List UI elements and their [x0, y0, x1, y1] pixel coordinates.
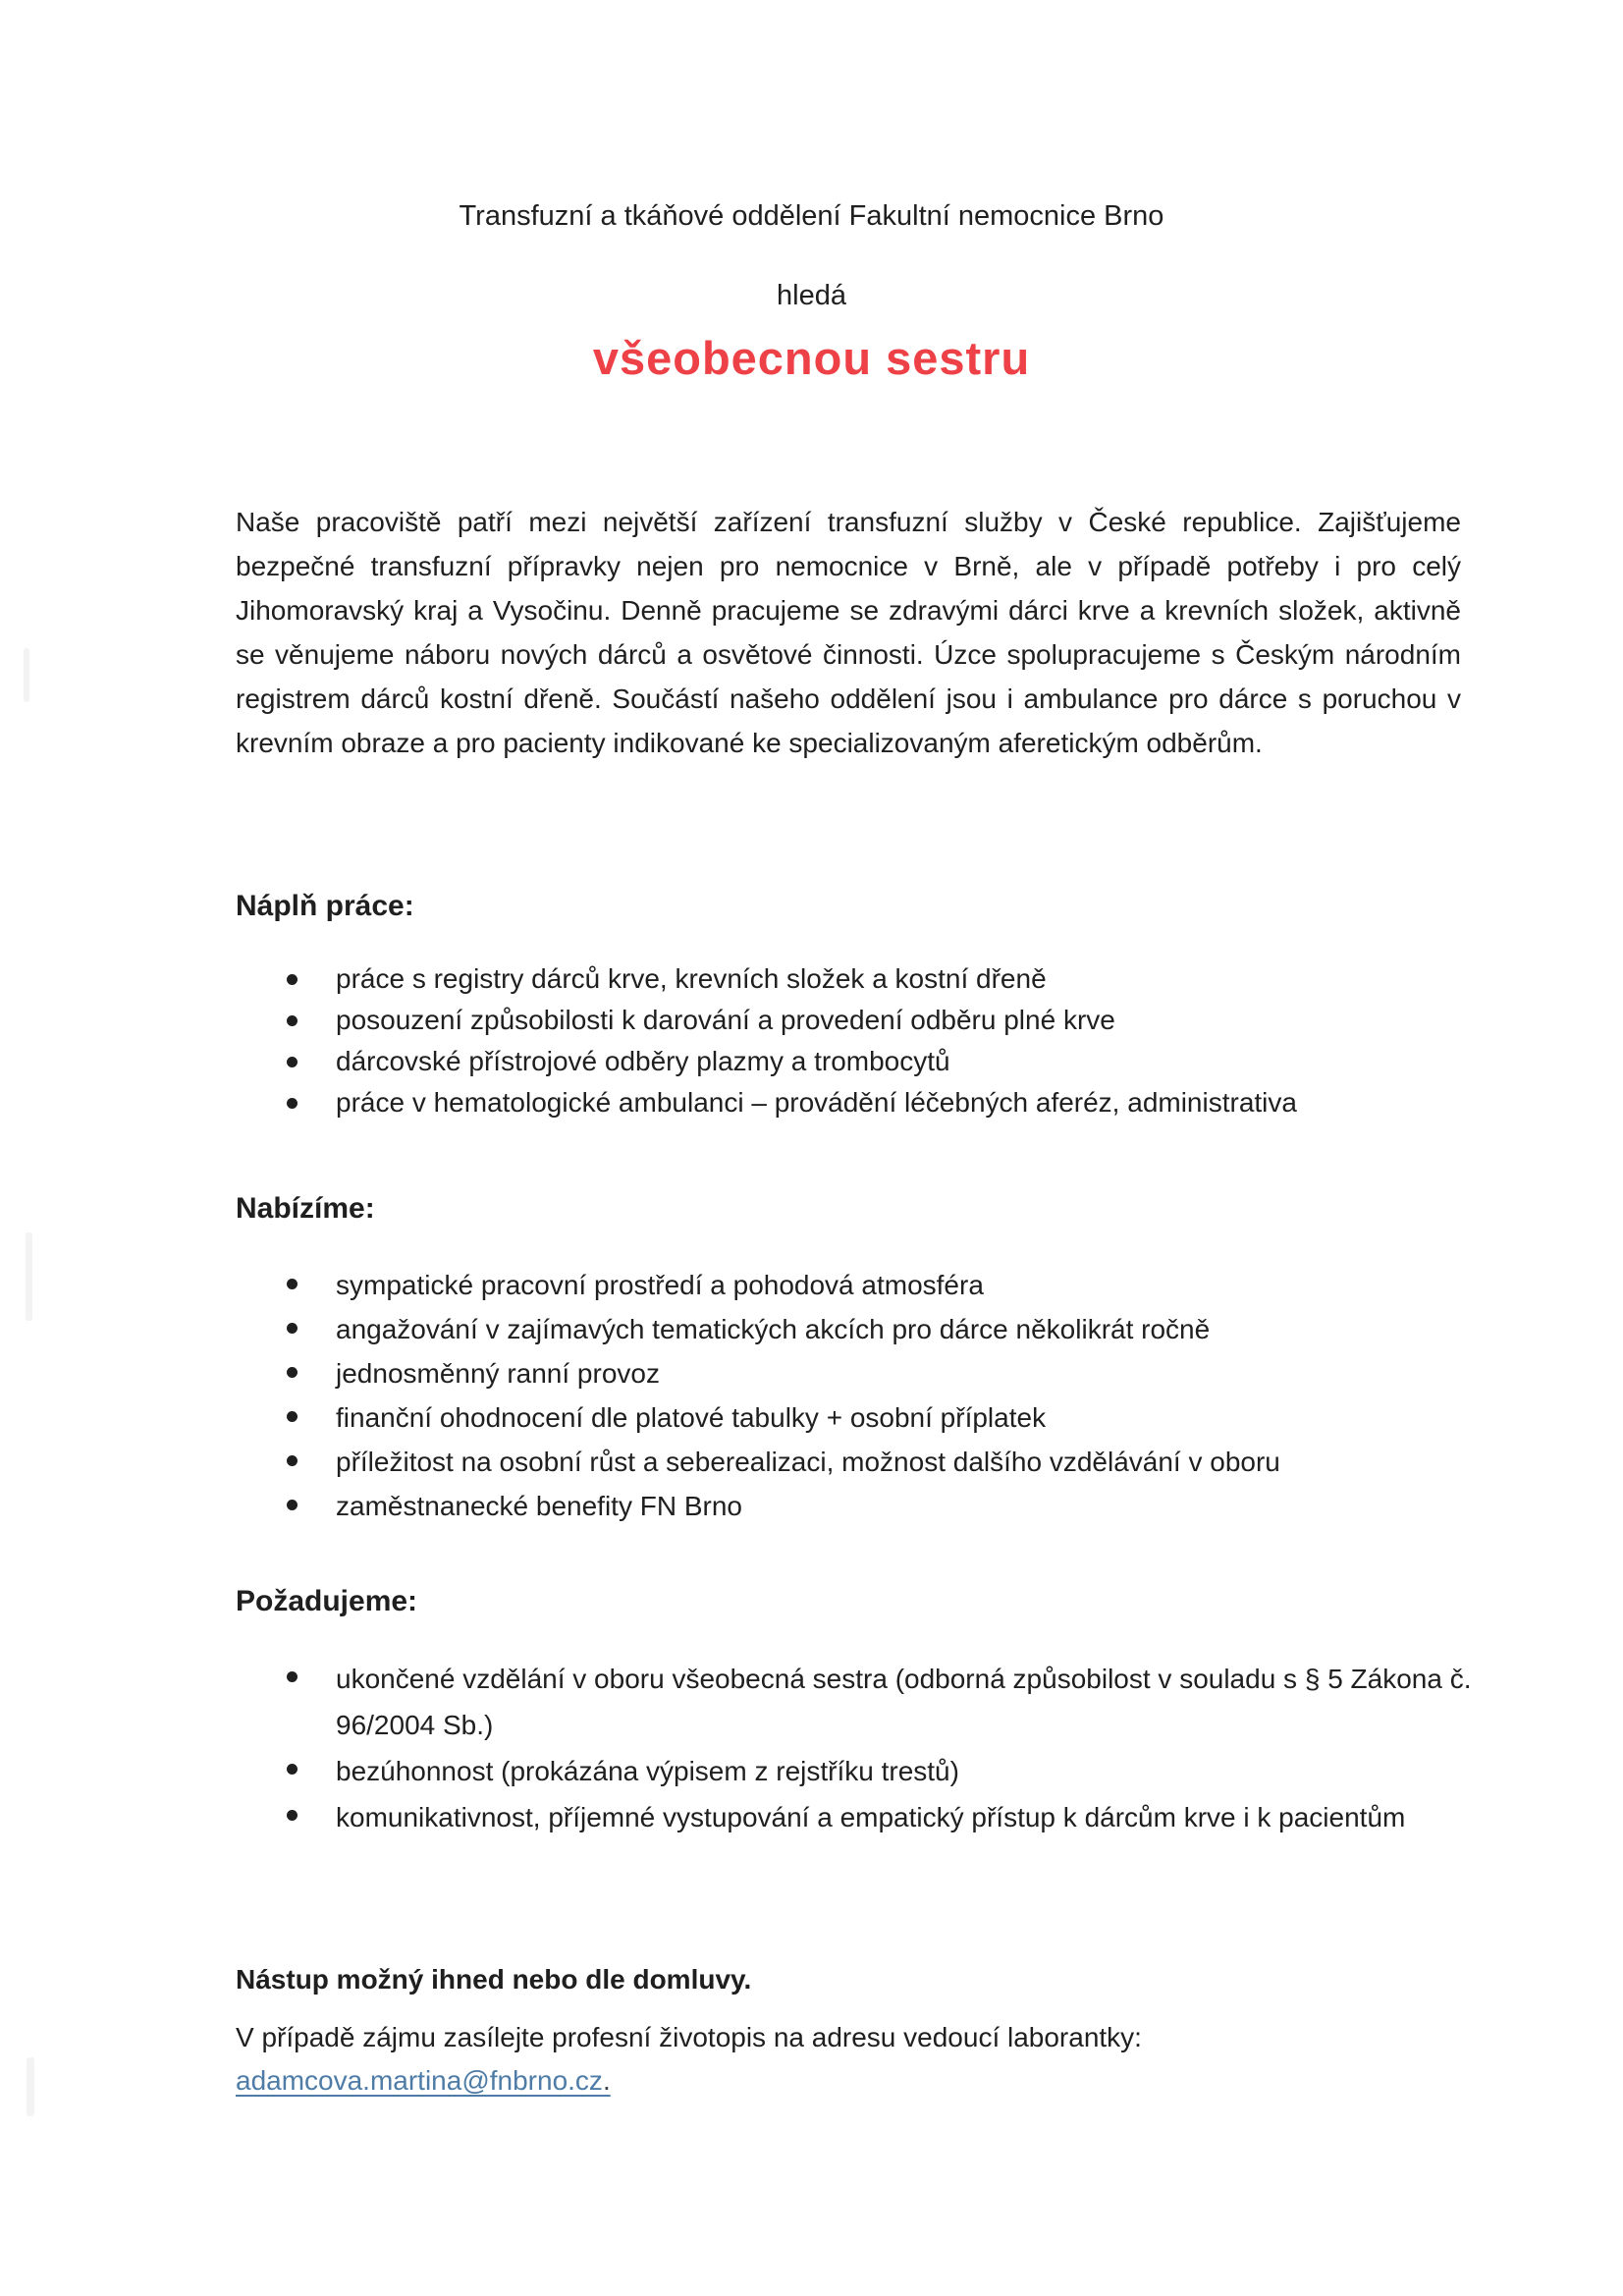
we-require-list	[236, 1656, 1492, 1840]
scan-artifact	[27, 2057, 34, 2116]
we-offer-list	[236, 1263, 1492, 1528]
section-heading-we-require: Požadujeme:	[236, 1585, 418, 1617]
list-item: příležitost na osobní růst a seberealizaci, možnost dalšího vzdělávání v oboru	[236, 1440, 1492, 1484]
list-item: komunikativnost, příjemné vystupování a empatický přístup k dárcům krve i k pacientům	[236, 1794, 1492, 1840]
list-item: angažování v zajímavých tematických akcích pro dárce několikrát ročně	[236, 1307, 1492, 1351]
email-line	[236, 2062, 611, 2100]
start-date-note: Nástup možný ihned nebo dle domluvy.	[236, 1964, 752, 1995]
organization-title: Transfuzní a tkáňové oddělení Fakultní nemocnice Brno	[459, 200, 1164, 232]
list-item: dárcovské přístrojové odběry plazmy a trombocytů	[236, 1041, 1492, 1082]
scan-artifact	[26, 1232, 32, 1321]
seeks-line: hledá	[777, 280, 846, 311]
list-item: posouzení způsobilosti k darování a provedení odběru plné krve	[236, 1000, 1492, 1041]
list-item: práce s registry dárců krve, krevních složek a kostní dřeně	[236, 958, 1492, 1000]
section-heading-job-duties: Náplň práce:	[236, 890, 414, 922]
position-title: všeobecnou sestru	[592, 332, 1031, 384]
list-item: finanční ohodnocení dle platové tabulky + osobní příplatek	[236, 1395, 1492, 1440]
list-item: práce v hematologické ambulanci – provádění léčebných aferéz, administrativa	[236, 1082, 1492, 1123]
application-instructions: V případě zájmu zasílejte profesní životopis na adresu vedoucí laborantky:	[236, 2022, 1142, 2052]
list-item: bezúhonnost (prokázána výpisem z rejstříku trestů)	[236, 1748, 1492, 1794]
section-heading-we-offer: Nabízíme:	[236, 1192, 375, 1225]
list-item: jednosměnný ranní provoz	[236, 1351, 1492, 1395]
list-item: ukončené vzdělání v oboru všeobecná sestra (odborná způsobilost v souladu s § 5 Zákona č. 96/2004 Sb.)	[236, 1656, 1492, 1748]
scan-artifact	[24, 648, 29, 702]
list-item: zaměstnanecké benefity FN Brno	[236, 1484, 1492, 1528]
list-item: sympatické pracovní prostředí a pohodová atmosféra	[236, 1263, 1492, 1307]
contact-email-link[interactable]: adamcova.martina@fnbrno.cz	[236, 2065, 603, 2096]
intro-paragraph: Naše pracoviště patří mezi největší zařízení transfuzní služby v České republice. Zajišťujeme bezpečné transfuzní přípravky nejen pro nemocnice v Brně, ale v případě potřeby i pro celý Jihomoravský kraj a Vysočinu. Denně pracujeme se zdravými dárci krve a krevních složek, aktivně se věnujeme náboru nových dárců a osvětové činnosti. Úzce spolupracujeme s Českým národním registrem dárců kostní dřeně. Součástí našeho oddělení jsou i ambulance pro dárce s poruchou v krevním obraze a pro pacienty indikované ke specializovaným aferetickým odběrům.	[236, 507, 1461, 758]
email-trailing-period: .	[602, 2065, 611, 2096]
job-duties-list	[236, 958, 1492, 1123]
